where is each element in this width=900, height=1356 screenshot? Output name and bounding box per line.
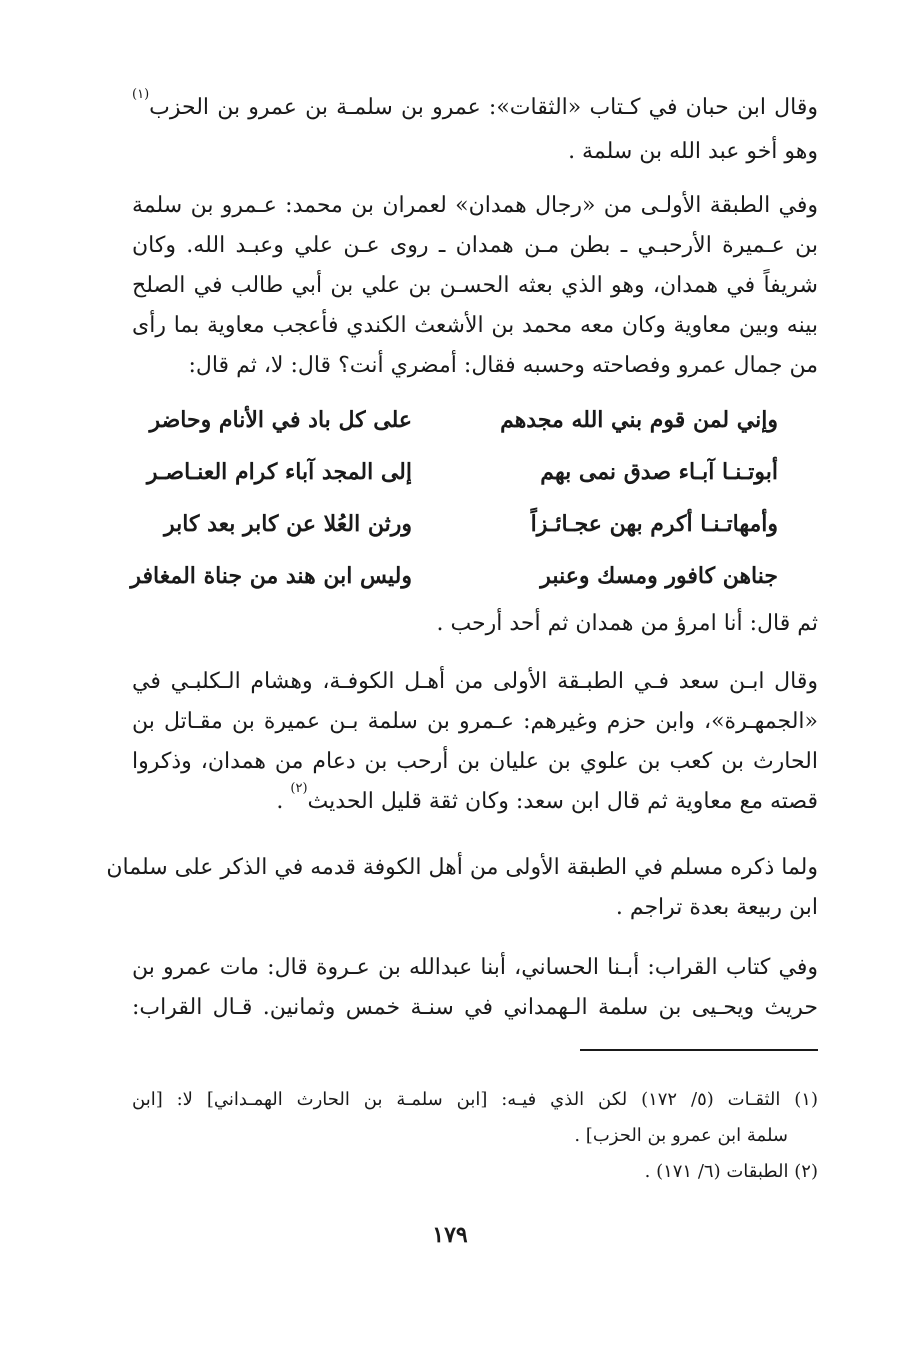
verse-second-hemistich: ورثن العُلا عن كابر بعد كابر [163,511,412,537]
body-line: ولما ذكره مسلم في الطبقة الأولى من أهل الكوفة قدمه في الذكر على سلمان [106,855,818,880]
page-number: ١٧٩ [432,1222,468,1248]
footnote-ref: (٢) [290,781,308,796]
footnote: (١) الثقـات (٥/ ١٧٢) لكن الذي فيـه: [ابن سلمـة بن الحارث الهمـداني] لا: [ابن [132,1089,818,1110]
body-line: بن عـميرة الأرحبـي ـ بطن مـن همدان ـ روى عـن علي وعبـد الله. وكان [132,233,818,258]
body-line: وقال ابـن سعد فـي الطبـقة الأولى من أهـل الكوفـة، وهشام الـكلبـي في [132,669,818,694]
verse-first-hemistich: وأمهاتـنـا أكرم بهن عجـائـزاً [530,511,778,537]
body-line: بينه وبين معاوية وكان معه محمد بن الأشعث الكندي فأعجب معاوية بما رأى [132,313,818,338]
footnote-ref: (١) [132,87,150,102]
verse-second-hemistich: وليس ابن هند من جناة المغافر [130,563,412,589]
footnote: (٢) الطبقات (٦/ ١٧١) . [644,1161,818,1182]
verse-second-hemistich: إلى المجد آباء كرام العنـاصـر [146,459,412,485]
body-line: وقال ابن حبان في كـتاب «الثقات»: عمرو بن سلمـة بن عمرو بن الحزب$^{(١)}$ [132,87,818,120]
body-line: «الجمهـرة»، وابن حزم وغيرهم: عـمرو بن سلمة بـن عميرة بن مقـاتل بن [132,709,818,734]
body-line: وفي الطبقة الأولـى من «رجال همدان» لعمران بن محمد: عـمرو بن سلمة [132,193,818,218]
verse-first-hemistich: أبوتـنـا آبـاء صدق نمى بهم [540,459,778,485]
body-line: حريث ويحـيى بن سلمة الـهمداني في سنـة خمس وثمانين. قـال القراب: [132,995,818,1020]
body-line: شريفاً في همدان، وهو الذي بعثه الحسـن بن علي بن أبي طالب في الصلح [132,273,818,298]
body-line: ثم قال: أنا امرؤ من همدان ثم أحد أرحب . [436,611,818,636]
body-line: ابن ربيعة بعدة تراجم . [615,895,818,920]
body-line: قصته مع معاوية ثم قال ابن سعد: وكان ثقة قليل الحديث$^{(٢)}$ . [276,781,818,814]
body-line: وفي كتاب القراب: أبـنا الحساني، أبنا عبدالله بن عـروة قال: مات عمرو بن [132,955,818,980]
footnote-divider [580,1049,818,1051]
verse-second-hemistich: على كل باد في الأنام وحاضر [149,407,412,433]
footnote-continuation: سلمة ابن عمرو بن الحزب] . [574,1125,788,1146]
body-line: الحارث بن كعب بن علوي بن عليان بن أرحب بن دعام من همدان، وذكروا [132,749,818,774]
verse-first-hemistich: وإني لمن قوم بني الله مجدهم [500,407,778,433]
body-line: وهو أخو عبد الله بن سلمة . [568,139,818,164]
body-line: من جمال عمرو وفصاحته وحسبه فقال: أمضري أنت؟ قال: لا، ثم قال: [188,353,818,378]
verse-first-hemistich: جناهن كافور ومسك وعنبر [540,563,778,589]
